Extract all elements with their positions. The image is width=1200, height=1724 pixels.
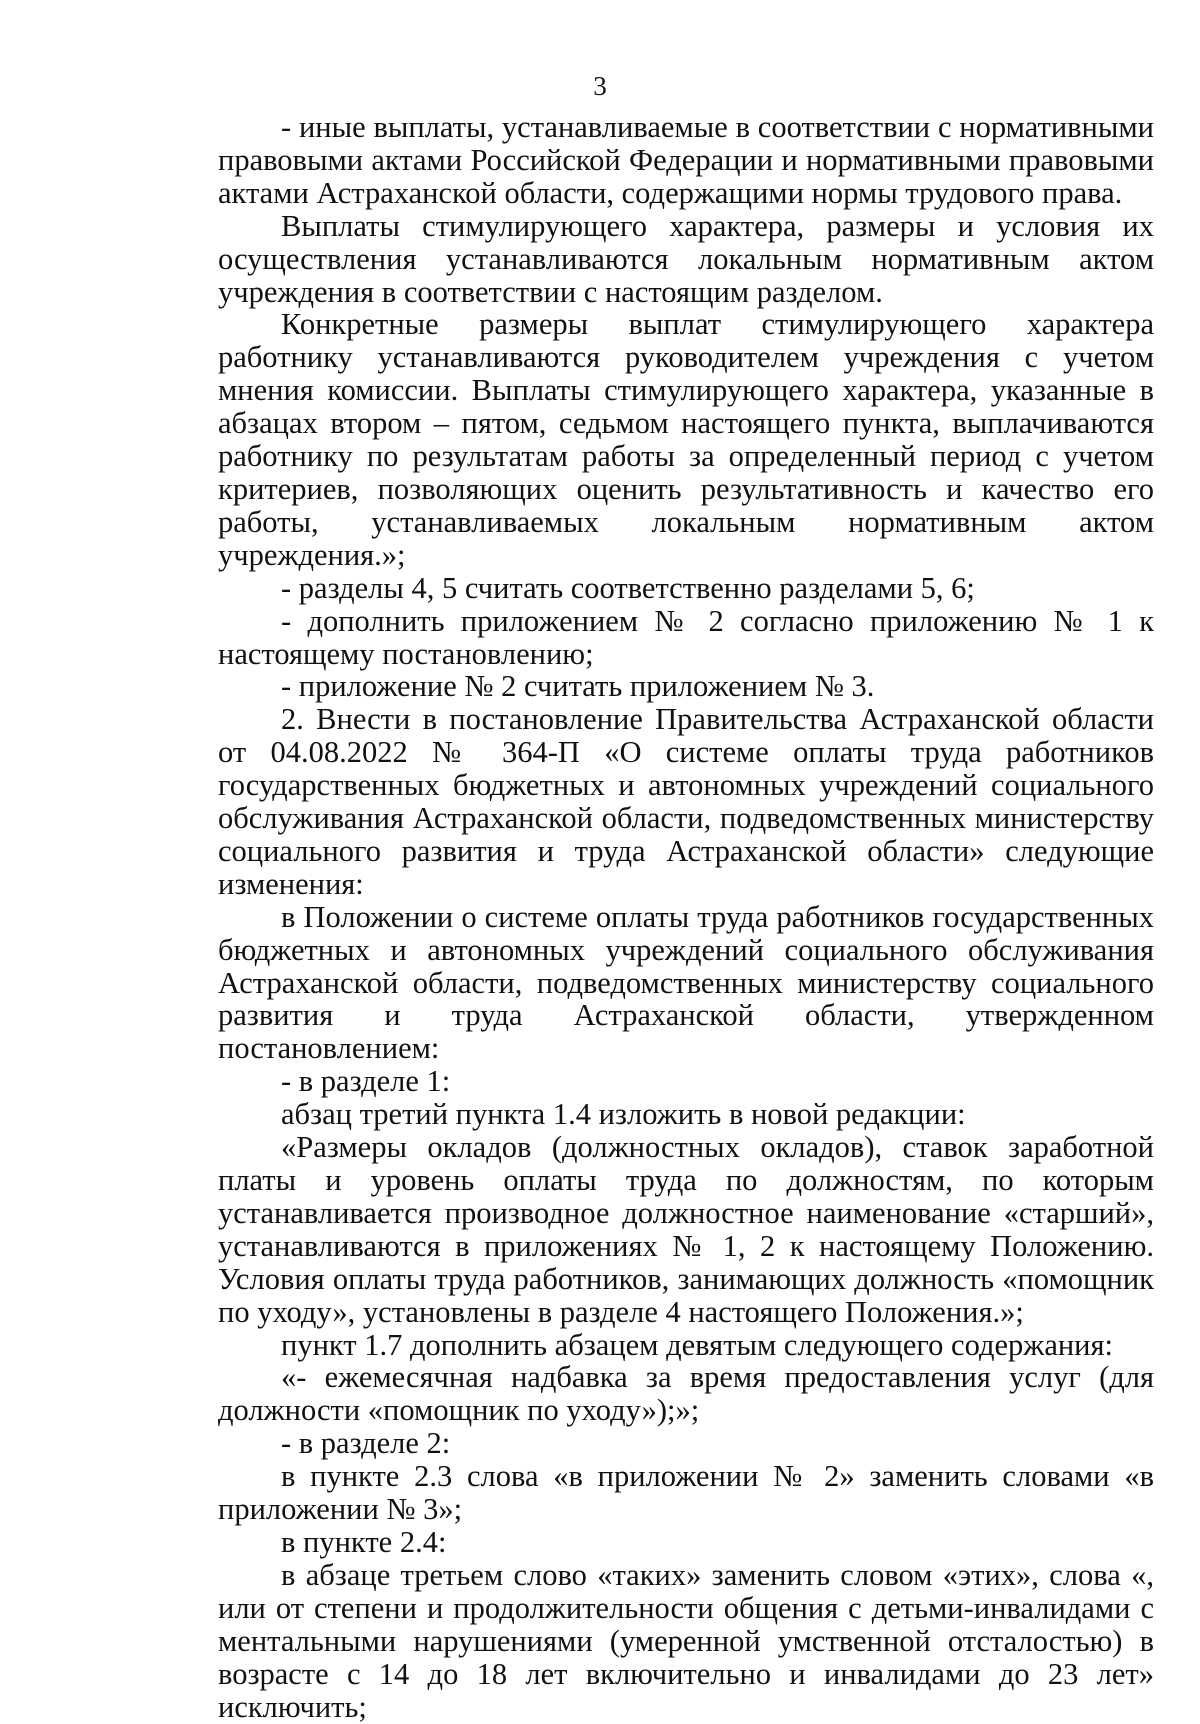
paragraph: - в разделе 1: (281, 1064, 451, 1099)
paragraph: Выплаты стимулирующего характера, размеры и условия их осуществления устанавливаются локальным нормативным актом учреждения в соответствии с настоящим разделом. (218, 208, 1154, 309)
page-number: 3 (593, 71, 607, 101)
paragraph: - разделы 4, 5 считать соответственно разделами 5, 6; (281, 570, 975, 605)
paragraph: Конкретные размеры выплат стимулирующего характера работнику устанавливаются руководителем учреждения с учетом мнения комиссии. Выплаты стимулирующего характера, указанные в абзацах втором – пятом, седьмом настоящего пункта, выплачиваются работнику по результатам работы за определенный период с учетом критериев, позволяющих оценить результативность и качество его работы, устанавливаемых локальным нормативным актом учреждения.»; (218, 307, 1154, 572)
paragraph: - приложение № 2 считать приложением № 3. (281, 669, 875, 704)
paragraph: «Размеры окладов (должностных окладов), ставок заработной платы и уровень оплаты труда по должностям, по которым устанавливается производное должностное наименование «старший», устанавливаются в приложениях № 1, 2 к настоящему Положению. Условия оплаты труда работников, занимающих должность «помощник по уходу», установлены в разделе 4 настоящего Положения.»; (218, 1130, 1154, 1329)
paragraph: в абзаце третьем слово «таких» заменить словом «этих», слова «, или от степени и продолжительности общения с детьми-инвалидами с ментальными нарушениями (умеренной умственной отсталостью) в возрасте с 14 до 18 лет включительно и инвалидами до 23 лет» исключить; (218, 1557, 1154, 1724)
paragraph: - в разделе 2: (281, 1426, 451, 1461)
paragraph: - дополнить приложением № 2 согласно приложению № 1 к настоящему постановлению; (218, 603, 1154, 671)
paragraph: пункт 1.7 дополнить абзацем девятым следующего содержания: (281, 1327, 1114, 1362)
paragraph: в Положении о системе оплаты труда работников государственных бюджетных и автономных учреждений социального обслуживания Астраханской области, подведомственных министерству социального развития и труда Астраханской области, утвержденном постановлением: (218, 899, 1154, 1066)
paragraph: «- ежемесячная надбавка за время предоставления услуг (для должности «помощник по уходу»);»; (218, 1360, 1154, 1428)
paragraph: в пункте 2.3 слова «в приложении № 2» заменить словами «в приложении № 3»; (218, 1459, 1154, 1527)
paragraph: в пункте 2.4: (281, 1524, 447, 1559)
paragraph: - иные выплаты, устанавливаемые в соответствии с нормативными правовыми актами Российской Федерации и нормативными правовыми актами Астраханской области, содержащими нормы трудового права. (218, 110, 1154, 210)
paragraph: абзац третий пункта 1.4 изложить в новой редакции: (281, 1097, 966, 1132)
paragraph: 2. Внести в постановление Правительства Астраханской области от 04.08.2022 № 364-П «О системе оплаты труда работников государственных бюджетных и автономных учреждений социального обслуживания Астраханской области, подведомственных министерству социального развития и труда Астраханской области» следующие изменения: (218, 702, 1154, 901)
document-body (218, 111, 1154, 1723)
